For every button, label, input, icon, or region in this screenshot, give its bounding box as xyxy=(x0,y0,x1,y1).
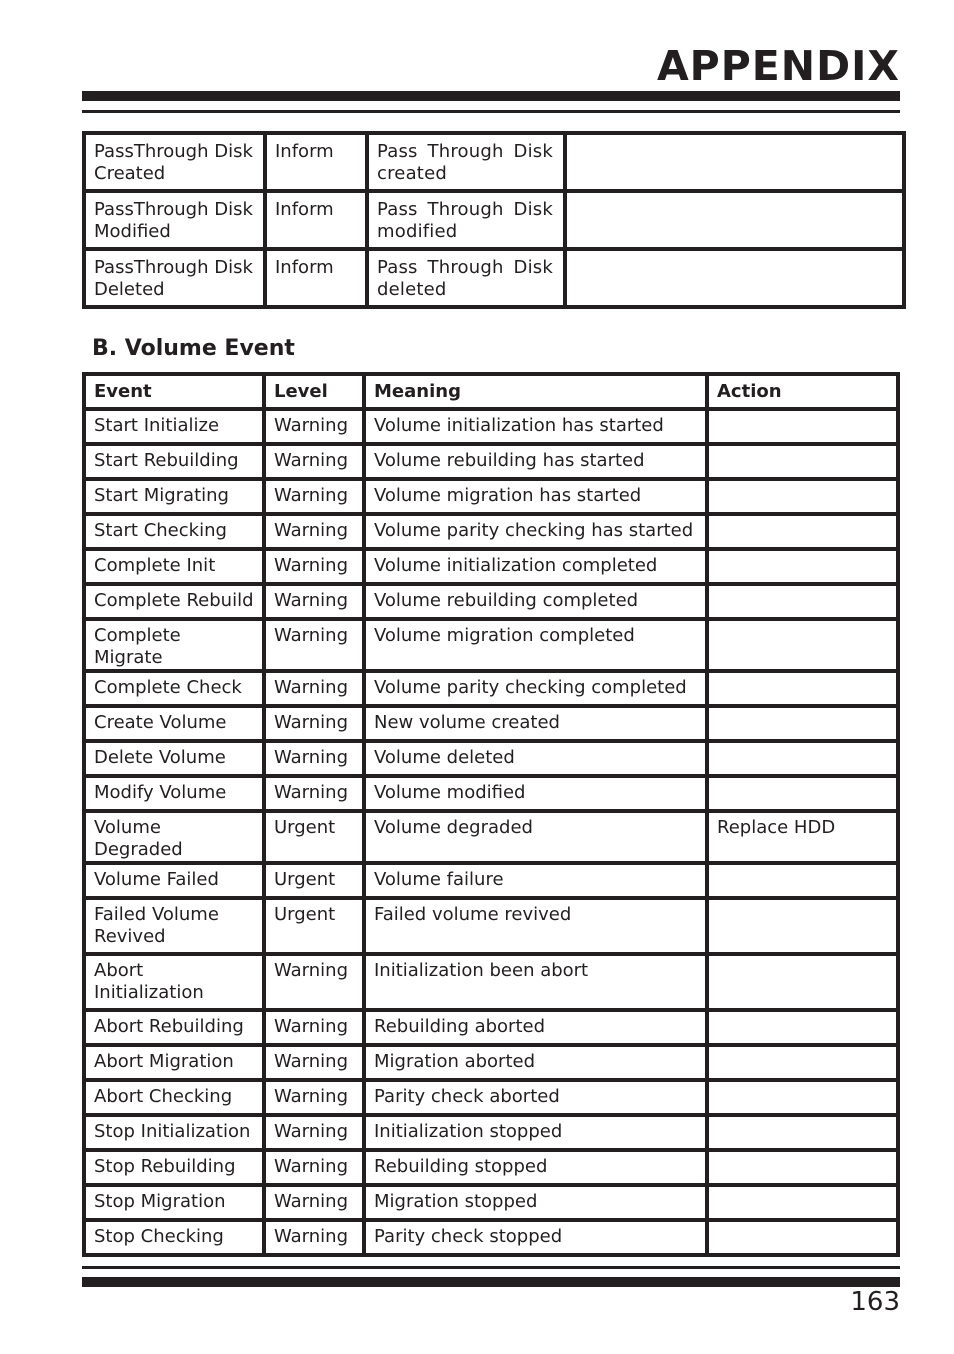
level-cell: Urgent xyxy=(264,863,364,898)
table-row xyxy=(84,444,898,479)
event-cell: Abort Checking xyxy=(84,1080,264,1115)
level-cell: Inform xyxy=(265,249,367,307)
meaning-cell: Volume initialization has started xyxy=(364,409,707,444)
level-cell: Warning xyxy=(264,444,364,479)
table-row xyxy=(84,741,898,776)
action-cell xyxy=(707,741,898,776)
event-cell: Abort Rebuilding xyxy=(84,1010,264,1045)
level-cell: Warning xyxy=(264,671,364,706)
table-header-row xyxy=(84,374,898,409)
meaning-cell: New volume created xyxy=(364,706,707,741)
passthrough-event-table xyxy=(82,131,906,309)
action-cell xyxy=(565,191,904,249)
column-header-event: Event xyxy=(84,374,264,409)
level-cell: Warning xyxy=(264,619,364,671)
action-cell xyxy=(707,954,898,1010)
action-cell xyxy=(565,249,904,307)
event-cell: Stop Checking xyxy=(84,1220,264,1255)
action-cell xyxy=(707,1115,898,1150)
action-cell xyxy=(707,706,898,741)
level-cell: Warning xyxy=(264,549,364,584)
meaning-cell: Volume deleted xyxy=(364,741,707,776)
event-cell: Start Rebuilding xyxy=(84,444,264,479)
action-cell xyxy=(707,479,898,514)
event-cell: Complete Check xyxy=(84,671,264,706)
section-heading: B. Volume Event xyxy=(92,336,295,361)
meaning-cell: Volume migration has started xyxy=(364,479,707,514)
footer-divider-thin xyxy=(82,1266,900,1269)
action-cell xyxy=(707,1045,898,1080)
meaning-cell: Volume degraded xyxy=(364,811,707,863)
action-cell xyxy=(707,549,898,584)
table-row xyxy=(84,863,898,898)
action-cell: Replace HDD xyxy=(707,811,898,863)
level-cell: Urgent xyxy=(264,898,364,954)
meaning-cell: Initialization stopped xyxy=(364,1115,707,1150)
level-cell: Warning xyxy=(264,1080,364,1115)
level-cell: Warning xyxy=(264,584,364,619)
table-row xyxy=(84,1185,898,1220)
action-cell xyxy=(707,619,898,671)
event-cell: Start Checking xyxy=(84,514,264,549)
action-cell xyxy=(565,133,904,191)
level-cell: Warning xyxy=(264,1185,364,1220)
meaning-cell: Volume migration completed xyxy=(364,619,707,671)
meaning-cell: Volume rebuilding completed xyxy=(364,584,707,619)
level-cell: Warning xyxy=(264,776,364,811)
table-row xyxy=(84,1080,898,1115)
meaning-cell: Parity check stopped xyxy=(364,1220,707,1255)
meaning-cell: Volume parity checking has started xyxy=(364,514,707,549)
meaning-cell: Volume parity checking completed xyxy=(364,671,707,706)
header-divider-thin xyxy=(82,110,900,113)
table-row xyxy=(84,549,898,584)
action-cell xyxy=(707,898,898,954)
event-cell: Volume Failed xyxy=(84,863,264,898)
meaning-cell: Initialization been abort xyxy=(364,954,707,1010)
meaning-cell: Migration aborted xyxy=(364,1045,707,1080)
table-row xyxy=(84,133,904,191)
header-divider-thick xyxy=(82,91,900,101)
level-cell: Warning xyxy=(264,1010,364,1045)
meaning-cell: Volume modified xyxy=(364,776,707,811)
action-cell xyxy=(707,1150,898,1185)
table-row xyxy=(84,706,898,741)
table-row xyxy=(84,584,898,619)
table-row xyxy=(84,954,898,1010)
event-cell: Stop Rebuilding xyxy=(84,1150,264,1185)
event-cell: Modify Volume xyxy=(84,776,264,811)
level-cell: Warning xyxy=(264,1115,364,1150)
table-row xyxy=(84,1045,898,1080)
table-row xyxy=(84,619,898,671)
event-cell: Create Volume xyxy=(84,706,264,741)
meaning-cell: Pass Through Disk deleted xyxy=(367,249,565,307)
table-row xyxy=(84,479,898,514)
table-row xyxy=(84,898,898,954)
level-cell: Warning xyxy=(264,954,364,1010)
meaning-cell: Volume rebuilding has started xyxy=(364,444,707,479)
table-row xyxy=(84,1115,898,1150)
table-row xyxy=(84,514,898,549)
table-row xyxy=(84,671,898,706)
action-cell xyxy=(707,776,898,811)
level-cell: Inform xyxy=(265,133,367,191)
meaning-cell: Rebuilding stopped xyxy=(364,1150,707,1185)
level-cell: Warning xyxy=(264,479,364,514)
event-cell: Abort Migration xyxy=(84,1045,264,1080)
meaning-cell: Volume failure xyxy=(364,863,707,898)
table-row xyxy=(84,409,898,444)
level-cell: Warning xyxy=(264,514,364,549)
level-cell: Urgent xyxy=(264,811,364,863)
column-header-level: Level xyxy=(264,374,364,409)
meaning-cell: Pass Through Disk modified xyxy=(367,191,565,249)
event-cell: Complete Init xyxy=(84,549,264,584)
meaning-cell: Pass Through Disk created xyxy=(367,133,565,191)
column-header-meaning: Meaning xyxy=(364,374,707,409)
level-cell: Inform xyxy=(265,191,367,249)
column-header-action: Action xyxy=(707,374,898,409)
footer-divider-thick xyxy=(82,1277,900,1287)
event-cell: Stop Migration xyxy=(84,1185,264,1220)
event-cell: Volume Degraded xyxy=(84,811,264,863)
page-number: 163 xyxy=(850,1287,900,1317)
meaning-cell: Volume initialization completed xyxy=(364,549,707,584)
action-cell xyxy=(707,444,898,479)
table-row xyxy=(84,1150,898,1185)
meaning-cell: Parity check aborted xyxy=(364,1080,707,1115)
event-cell: PassThrough Disk Modified xyxy=(84,191,265,249)
level-cell: Warning xyxy=(264,409,364,444)
level-cell: Warning xyxy=(264,1150,364,1185)
action-cell xyxy=(707,584,898,619)
event-cell: Abort Initialization xyxy=(84,954,264,1010)
event-cell: Start Migrating xyxy=(84,479,264,514)
table-row xyxy=(84,1220,898,1255)
action-cell xyxy=(707,1010,898,1045)
meaning-cell: Rebuilding aborted xyxy=(364,1010,707,1045)
level-cell: Warning xyxy=(264,1045,364,1080)
event-cell: PassThrough Disk Deleted xyxy=(84,249,265,307)
level-cell: Warning xyxy=(264,706,364,741)
action-cell xyxy=(707,1185,898,1220)
table-row xyxy=(84,811,898,863)
action-cell xyxy=(707,1220,898,1255)
table-row xyxy=(84,191,904,249)
meaning-cell: Failed volume revived xyxy=(364,898,707,954)
table-row xyxy=(84,249,904,307)
action-cell xyxy=(707,863,898,898)
table-row xyxy=(84,776,898,811)
action-cell xyxy=(707,514,898,549)
event-cell: Stop Initialization xyxy=(84,1115,264,1150)
meaning-cell: Migration stopped xyxy=(364,1185,707,1220)
event-cell: Complete Rebuild xyxy=(84,584,264,619)
level-cell: Warning xyxy=(264,741,364,776)
table-row xyxy=(84,1010,898,1045)
event-cell: Complete Migrate xyxy=(84,619,264,671)
action-cell xyxy=(707,1080,898,1115)
event-cell: Start Initialize xyxy=(84,409,264,444)
page-header-title: APPENDIX xyxy=(656,42,900,90)
volume-event-table xyxy=(82,372,900,1257)
event-cell: Delete Volume xyxy=(84,741,264,776)
action-cell xyxy=(707,671,898,706)
level-cell: Warning xyxy=(264,1220,364,1255)
event-cell: PassThrough Disk Created xyxy=(84,133,265,191)
action-cell xyxy=(707,409,898,444)
event-cell: Failed Volume Revived xyxy=(84,898,264,954)
